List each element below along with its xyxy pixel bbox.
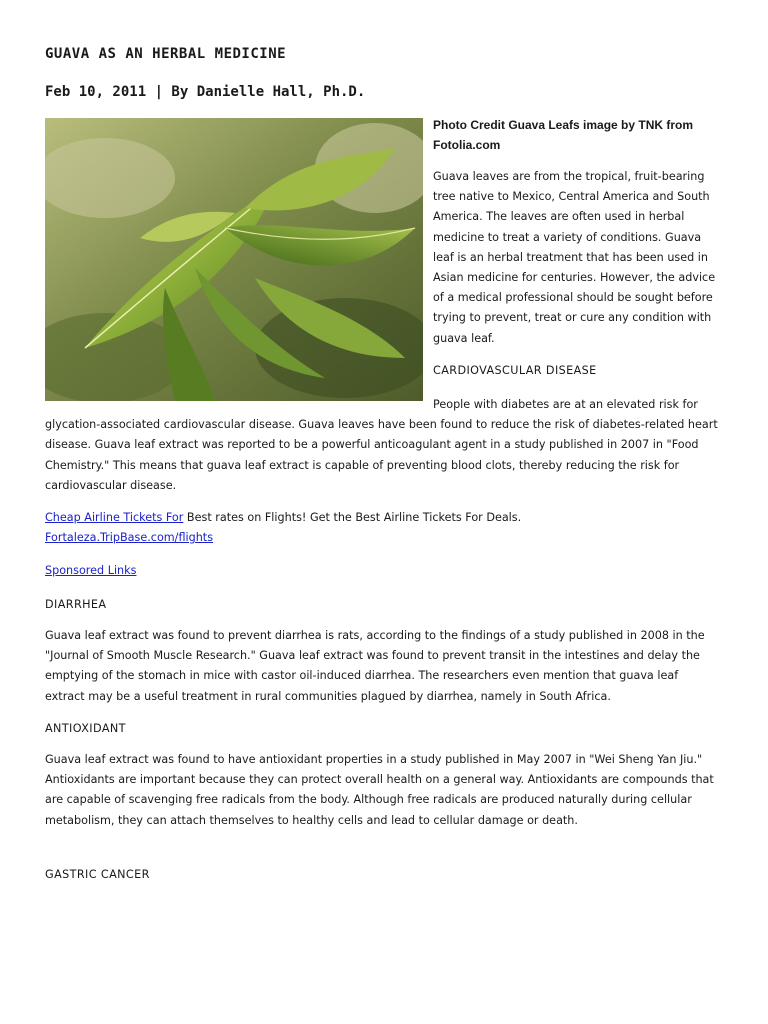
section-heading-antioxidant: ANTIOXIDANT xyxy=(45,722,126,735)
photo-credit: Photo Credit Guava Leafs image by TNK from Fotolia.com xyxy=(433,118,694,152)
photo-sidebar xyxy=(433,115,723,381)
diarrhea-paragraph: Guava leaf extract was found to prevent diarrhea is rats, according to the findings of a study published in 2008 in the "Journal of Smooth Muscle Research." Guava leaf extract was found to prevent transit in the intestines and delay the emptying of the stomach in mice with castor oil-induced diarrhea. The researchers even mention that guava leaf extract may be a useful treatment in rural communities plagued by diarrhea, namely in South Africa. xyxy=(45,629,705,703)
sponsored-links-link[interactable]: Sponsored Links xyxy=(45,564,137,577)
cardiovascular-section xyxy=(45,395,721,496)
ad-text xyxy=(45,508,535,548)
antioxidant-section xyxy=(45,719,721,831)
guava-leaf-illustration xyxy=(45,118,423,401)
section-heading-cardiovascular: CARDIOVASCULAR DISEASE xyxy=(433,363,597,377)
ad-description: Best rates on Flights! Get the Best Airline Tickets For Deals. xyxy=(183,511,522,524)
intro-paragraph: Guava leaves are from the tropical, fruit-bearing tree native to Mexico, Central America and South America. The leaves are often used in herbal medicine to treat a variety of conditions. Guava leaf is an herbal treatment that has been used in Asian medicine for centuries. However, the advice of a medical professional should be sought before trying to prevent, treat or cure any condition with guava leaf. xyxy=(433,170,716,345)
cheap-airline-tickets-link[interactable]: Cheap Airline Tickets For xyxy=(45,511,184,524)
guava-leaf-photo xyxy=(45,118,423,401)
article-title: GUAVA AS AN HERBAL MEDICINE xyxy=(45,46,287,62)
section-heading-diarrhea: DIARRHEA xyxy=(45,598,107,611)
antioxidant-paragraph: Guava leaf extract was found to have antioxidant properties in a study published in May 2007 in "Wei Sheng Yan Jiu." Antioxidants are important because they can protect overall health on a general way. Antioxidants are compounds that are capable of scavenging free radicals from the body. Although free radicals are produced naturally during cellular metabolism, they can attach themselves to healthy cells and lead to cellular damage or death. xyxy=(45,753,714,827)
gastric-cancer-section xyxy=(45,865,721,885)
section-heading-gastric-cancer: GASTRIC CANCER xyxy=(45,868,150,881)
diarrhea-section xyxy=(45,595,721,707)
tripbase-url-link[interactable]: Fortaleza.TripBase.com/flights xyxy=(45,531,214,545)
ad-block xyxy=(45,508,535,548)
cardiovascular-paragraph: People with diabetes are at an elevated risk for glycation-associated cardiovascular disease. Guava leaves have been found to reduce the risk of diabetes-related heart disease. Guava leaf extract was reported to be a powerful anticoagulant agent in a study published in 2007 in "Food Chemistry." This means that guava leaf extract is capable of preventing blood clots, thereby reducing the risk for cardiovascular disease. xyxy=(45,398,718,492)
article-byline: Feb 10, 2011 | By Danielle Hall, Ph.D. xyxy=(45,84,366,100)
